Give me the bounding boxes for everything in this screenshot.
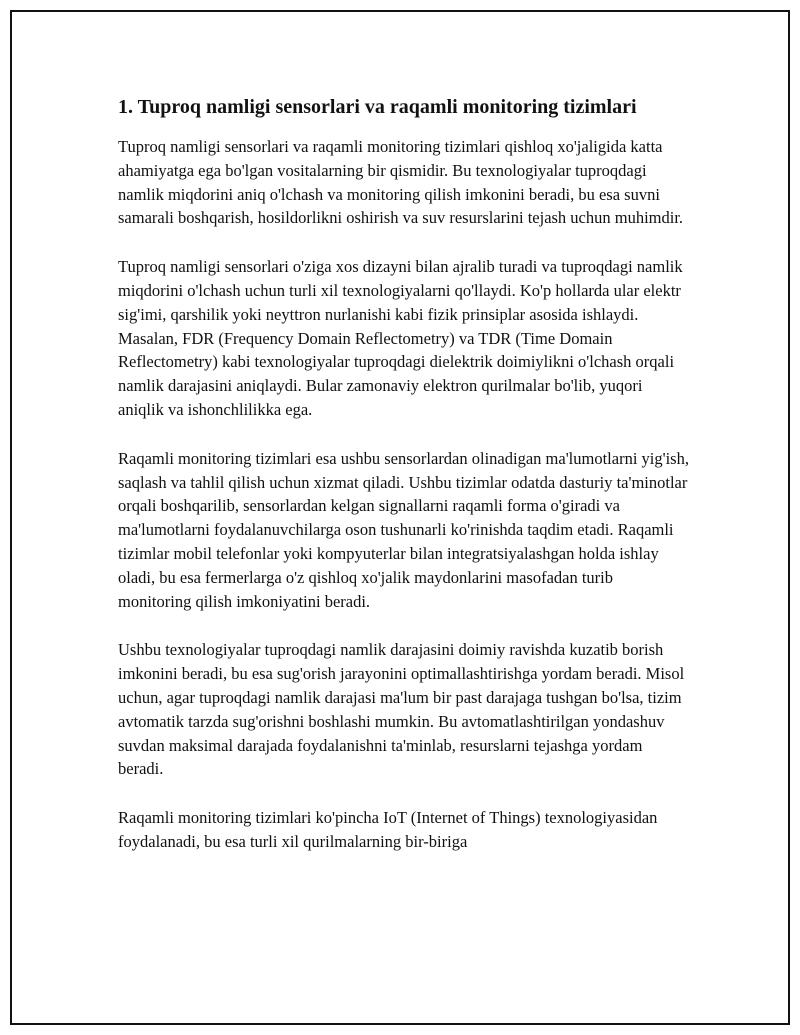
section-heading: 1. Tuproq namligi sensorlari va raqamli monitoring tizimlari (118, 96, 637, 118)
document-body (118, 94, 690, 854)
paragraph-sensors: Tuproq namligi sensorlari o'ziga xos dizayni bilan ajralib turadi va tuproqdagi namlik miqdorini o'lchash uchun turli xil texnologiyalarni qo'llaydi. Ko'p hollarda ular elektr sig'imi, qarshilik yoki neyttron nurlanishi kabi fizik prinsiplar asosida ishlaydi. Masalan, FDR (Frequency Domain Reflectometry) va TDR (Time Domain Reflectometry) kabi texnologiyalar tuproqdagi dielektrik doimiylikni o'lchash orqali namlik darajasini aniqlaydi. Bular zamonaviy elektron qurilmalar bo'lib, yuqori aniqlik va ishonchlilikka ega. (118, 257, 683, 419)
paragraph-intro: Tuproq namligi sensorlari va raqamli monitoring tizimlari qishloq xo'jaligida katta ahamiyatga ega bo'lgan vositalarning bir qismidir. Bu texnologiyalar tuproqdagi namlik miqdorini aniq o'lchash va monitoring qilish imkonini beradi, bu esa suvni samarali boshqarish, hosildorlikni oshirish va suv resurslarini tejash uchun muhimdir. (118, 137, 684, 228)
paragraph-digital-monitoring: Raqamli monitoring tizimlari esa ushbu sensorlardan olinadigan ma'lumotlarni yig'ish, saqlash va tahlil qilish uchun xizmat qiladi. Ushbu tizimlar odatda dasturiy ta'minotlar orqali boshqarilib, sensorlardan kelgan signallarni raqamli forma o'giradi va ma'lumotlarni foydalanuvchilarga oson tushunarli ko'rinishda taqdim etadi. Raqamli tizimlar mobil telefonlar yoki kompyuterlar bilan integratsiyalashgan holda ishlay oladi, bu esa fermerlarga o'z qishloq xo'jalik maydonlarini masofadan turib monitoring qilish imkoniyatini beradi. (118, 448, 689, 611)
paragraph-irrigation: Ushbu texnologiyalar tuproqdagi namlik darajasini doimiy ravishda kuzatib borish imkonini beradi, bu esa sug'orish jarayonini optimallashtirishga yordam beradi. Misol uchun, agar tuproqdagi namlik darajasi ma'lum bir past darajaga tushgan bo'lsa, tizim avtomatik tarzda sug'orishni boshlashi mumkin. Bu avtomatlashtirilgan yondashuv suvdan maksimal darajada foydalanishni ta'minlab, resurslarni tejashga yordam beradi. (118, 640, 685, 779)
paragraph-iot: Raqamli monitoring tizimlari ko'pincha IoT (Internet of Things) texnologiyasidan foydalanadi, bu esa turli xil qurilmalarning bir-biriga (118, 808, 658, 851)
